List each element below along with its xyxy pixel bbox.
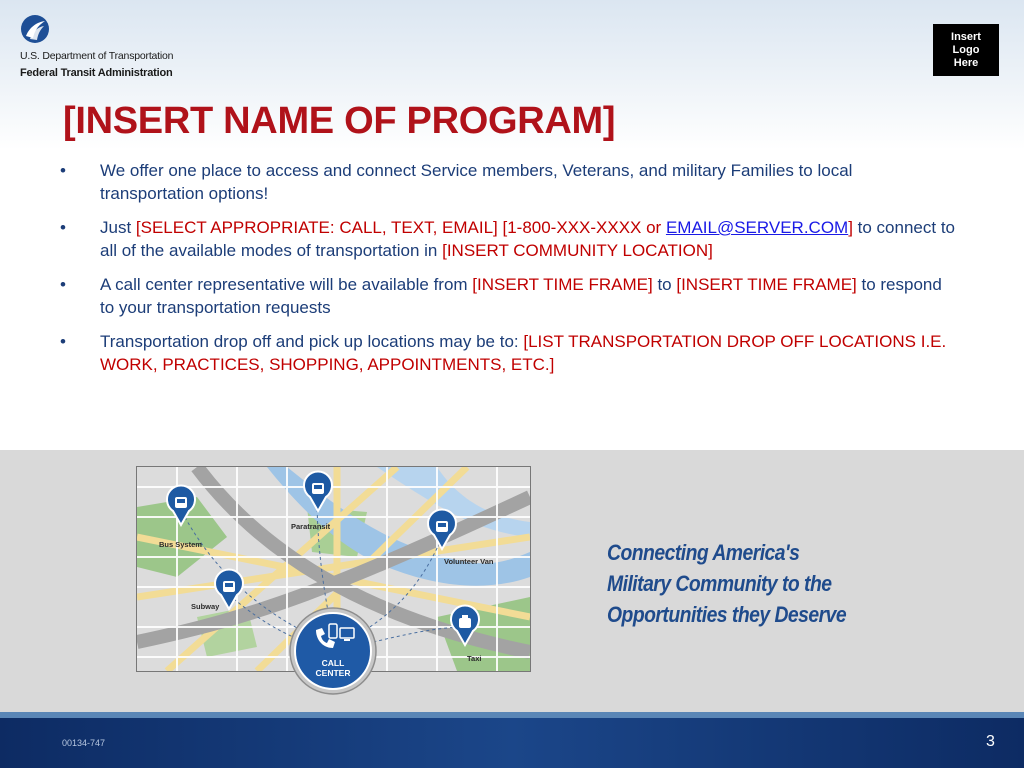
placeholder-time-frame-start: [INSERT TIME FRAME]: [472, 275, 653, 294]
bullet-text: to connect to all of the available modes of transportation in: [100, 218, 956, 260]
subway-label: Subway: [191, 602, 220, 611]
email-link[interactable]: EMAIL@SERVER.COM: [665, 218, 849, 237]
bullet-dot-icon: •: [60, 161, 66, 180]
bullet-text: We offer one place to access and connect Service members, Veterans, and military Families to local transportation options!: [100, 161, 853, 203]
tagline: [607, 537, 906, 630]
logo-placeholder: Insert Logo Here: [933, 24, 999, 76]
agency-line-1: U.S. Department of Transportation: [20, 50, 174, 62]
call-center-label-line1: CALL: [321, 658, 345, 668]
tagline-line: Connecting America's: [607, 540, 800, 565]
call-center-label-line2: CENTER: [315, 668, 351, 678]
bullet-dot-icon: •: [60, 218, 66, 237]
bullet-list: [60, 160, 960, 388]
bullet-item: [60, 274, 960, 319]
call-center-badge: [288, 606, 378, 696]
document-code: 00134-747: [62, 738, 106, 748]
placeholder-bracket: ]: [848, 218, 853, 237]
bullet-text: Just: [100, 218, 136, 237]
tagline-line: Military Community to the: [607, 571, 832, 596]
tagline-line: Opportunities they Deserve: [607, 602, 847, 627]
footer-bar: [0, 718, 1024, 768]
agency-line-2: Federal Transit Administration: [20, 67, 173, 79]
bullet-text: to: [652, 275, 677, 294]
dot-fta-logo: [20, 14, 190, 84]
volunteer-van-label: Volunteer Van: [444, 557, 494, 566]
page-number: 3: [986, 733, 995, 750]
bullet-item: [60, 160, 960, 205]
bullet-dot-icon: •: [60, 332, 66, 351]
taxi-label: Taxi: [467, 654, 482, 663]
page-title: [INSERT NAME OF PROGRAM]: [63, 100, 616, 142]
bullet-dot-icon: •: [60, 275, 66, 294]
bullet-text: to respond to your transportation requests: [100, 275, 942, 317]
bullet-item: [60, 331, 960, 376]
dot-emblem-icon: [20, 14, 50, 44]
placeholder-locations: [LIST TRANSPORTATION DROP OFF LOCATIONS I.E. WORK, PRACTICES, SHOPPING, APPOINTMENTS, ETC.]: [100, 332, 947, 374]
bullet-text: A call center representative will be available from: [100, 275, 473, 294]
bullet-text: Transportation drop off and pick up locations may be to:: [100, 332, 524, 351]
placeholder-time-frame-end: [INSERT TIME FRAME]: [676, 275, 857, 294]
bus-system-label: Bus System: [159, 540, 202, 549]
placeholder-contact-method: [SELECT APPROPRIATE: CALL, TEXT, EMAIL] [1-800-XXX-XXXX or: [135, 218, 666, 237]
bullet-item: [60, 217, 960, 262]
paratransit-label: Paratransit: [291, 522, 331, 531]
placeholder-community-location: [INSERT COMMUNITY LOCATION]: [442, 240, 713, 260]
